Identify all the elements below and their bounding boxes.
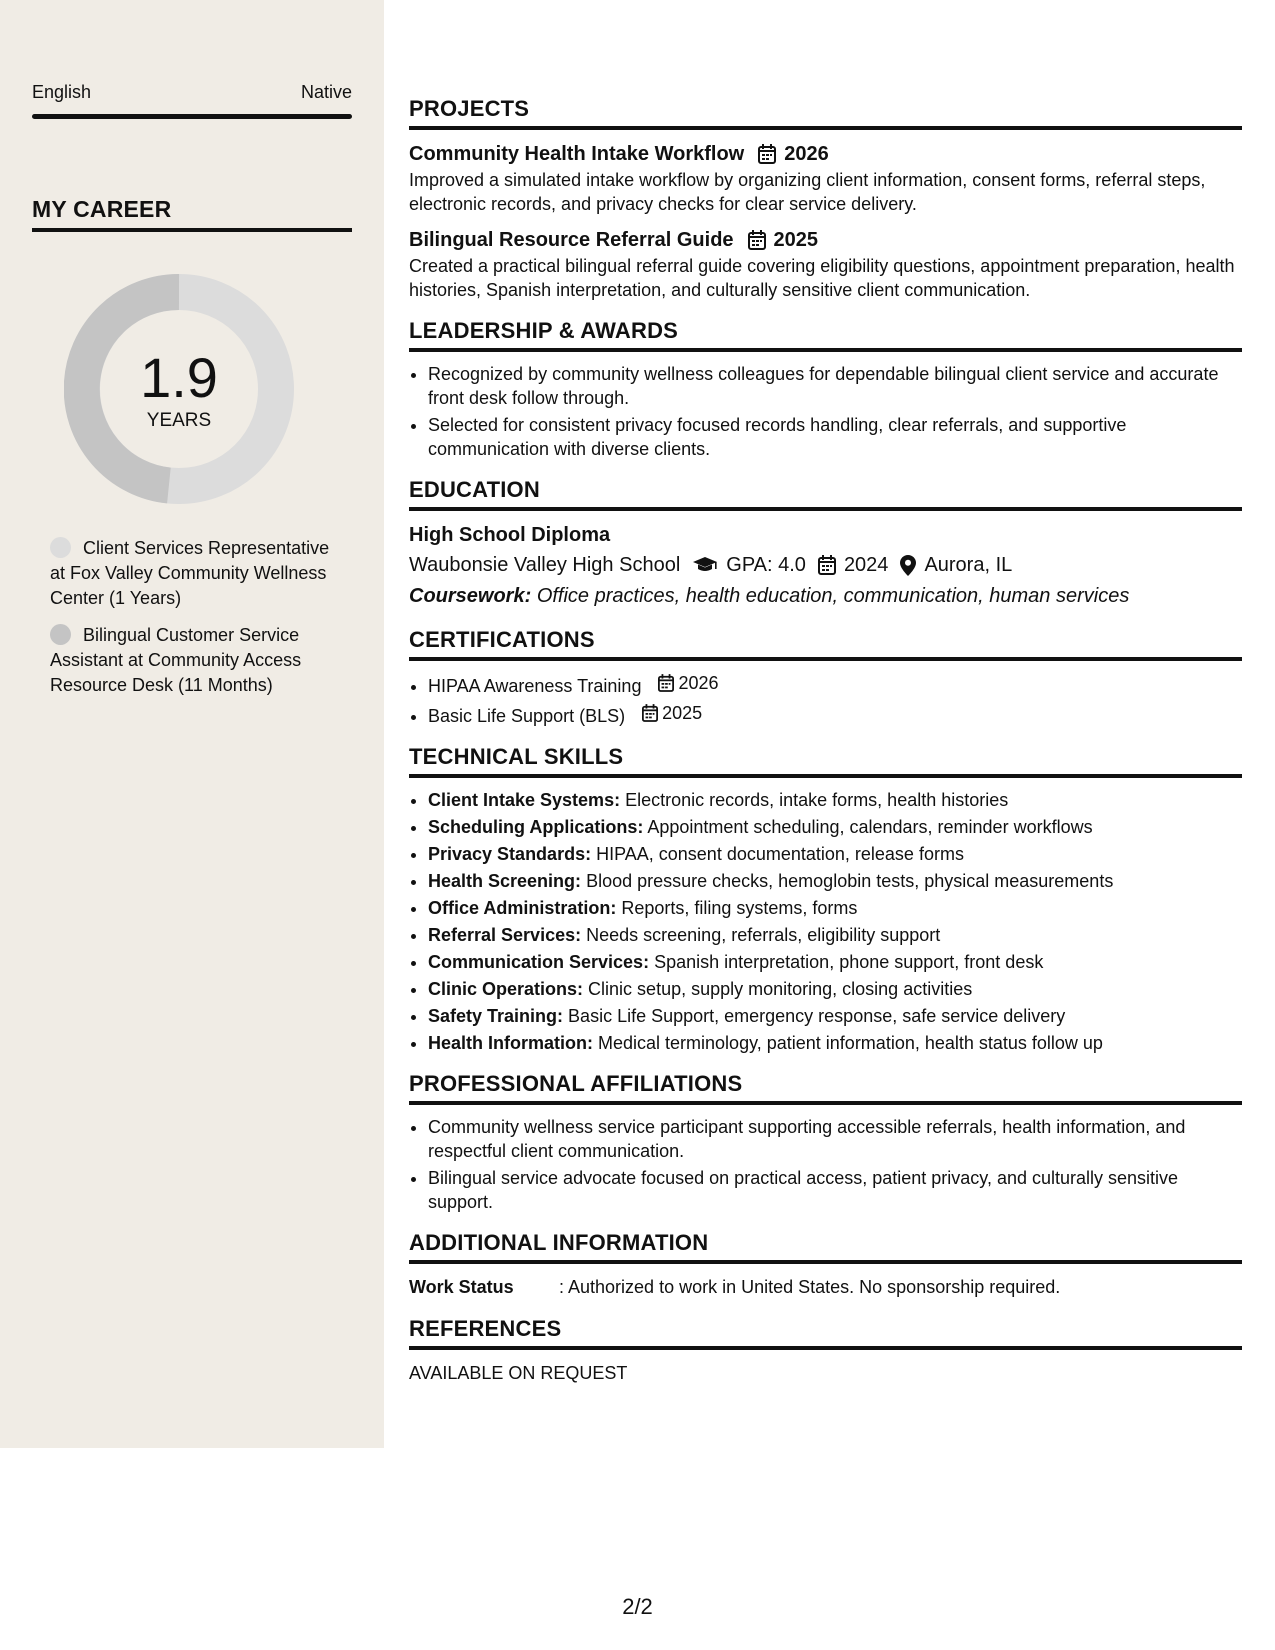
school-location: Aurora, IL	[924, 554, 1013, 576]
coursework-label: Coursework:	[409, 585, 532, 607]
education-details	[409, 549, 1242, 581]
main-content	[409, 94, 1242, 1400]
calendar-icon	[818, 555, 836, 575]
list-item	[428, 671, 1242, 698]
page-number: 2/2	[622, 1594, 653, 1619]
skill-item	[428, 977, 1242, 1001]
skill-value: Reports, filing systems, forms	[621, 898, 858, 918]
certification-year: 2026	[678, 673, 719, 693]
career-item	[50, 536, 340, 611]
affiliations-list	[428, 1115, 1242, 1214]
language-name: English	[32, 82, 92, 102]
education-heading: EDUCATION	[409, 475, 1242, 511]
leadership-heading: LEADERSHIP & AWARDS	[409, 316, 1242, 352]
project-year: 2025	[773, 229, 819, 251]
language-level-bar	[32, 114, 352, 119]
work-status-label: Work Status	[409, 1277, 514, 1297]
skill-label: Client Intake Systems:	[428, 790, 621, 810]
skill-value: Clinic setup, supply monitoring, closing activities	[588, 979, 973, 999]
skill-label: Health Information:	[428, 1033, 593, 1053]
career-item-text: Bilingual Customer Service Assistant at Community Access Resource Desk (11 Months)	[50, 625, 302, 695]
certification-date	[642, 701, 702, 725]
career-item-text: Client Services Representative at Fox Valley Community Wellness Center (1 Years)	[50, 538, 330, 608]
calendar-icon	[642, 704, 658, 722]
career-heading: MY CAREER	[32, 196, 172, 222]
skill-label: Communication Services:	[428, 952, 650, 972]
project-description: Created a practical bilingual referral guide covering eligibility questions, appointment preparation, health histories, Spanish interpretation, and culturally sensitive client communication.	[409, 256, 1235, 300]
skill-item	[428, 815, 1242, 839]
leadership-section	[409, 316, 1242, 461]
degree-title: High School Diploma	[409, 524, 611, 546]
additional-heading: ADDITIONAL INFORMATION	[409, 1228, 1242, 1264]
skill-value: Blood pressure checks, hemoglobin tests, physical measurements	[586, 871, 1114, 891]
list-item: • Selected for consistent privacy focused records handling, clear referrals, and supportive communication with diverse clients.	[428, 413, 1242, 461]
skill-value: HIPAA, consent documentation, release forms	[596, 844, 964, 864]
references-heading: REFERENCES	[409, 1314, 1242, 1350]
sidebar	[0, 0, 384, 1448]
graduation-year: 2024	[843, 554, 889, 576]
certification-name: Basic Life Support (BLS)	[428, 706, 626, 726]
skill-label: Privacy Standards:	[428, 844, 592, 864]
certification-name: HIPAA Awareness Training	[428, 676, 642, 696]
skill-label: Health Screening:	[428, 871, 582, 891]
graduation-cap-icon	[692, 556, 718, 574]
language-row	[32, 82, 352, 103]
skill-value: Electronic records, intake forms, health histories	[625, 790, 1009, 810]
language-level: Native	[300, 82, 352, 102]
list-item: • Bilingual service advocate focused on practical access, patient privacy, and culturally sensitive support.	[428, 1166, 1242, 1214]
project-title: Bilingual Resource Referral Guide	[409, 229, 734, 251]
list-item	[428, 701, 1242, 728]
work-status-row	[409, 1274, 1242, 1300]
skill-item	[428, 842, 1242, 866]
affiliations-section	[409, 1069, 1242, 1214]
skill-value: Medical terminology, patient information, health status follow up	[598, 1033, 1103, 1053]
gpa: GPA: 4.0	[726, 554, 806, 576]
work-status-value: : Authorized to work in United States. No sponsorship required.	[559, 1277, 1061, 1297]
legend-dot	[50, 537, 71, 558]
career-years-unit: YEARS	[146, 410, 212, 431]
certifications-list	[428, 671, 1242, 728]
skill-label: Referral Services:	[428, 925, 582, 945]
projects-section	[409, 94, 1242, 302]
school-name: Waubonsie Valley High School	[409, 554, 681, 576]
certifications-heading: CERTIFICATIONS	[409, 625, 1242, 661]
certification-year: 2025	[662, 703, 703, 723]
affiliations-heading: PROFESSIONAL AFFILIATIONS	[409, 1069, 1242, 1105]
skill-item	[428, 896, 1242, 920]
skill-item	[428, 869, 1242, 893]
skill-value: Needs screening, referrals, eligibility support	[586, 925, 941, 945]
project-title: Community Health Intake Workflow	[409, 143, 745, 165]
references-text: AVAILABLE ON REQUEST	[409, 1363, 628, 1383]
skill-value: Basic Life Support, emergency response, safe service delivery	[568, 1006, 1066, 1026]
skill-label: Safety Training:	[428, 1006, 564, 1026]
career-years-value: 1.9	[140, 346, 218, 409]
additional-section	[409, 1228, 1242, 1300]
skills-heading: TECHNICAL SKILLS	[409, 742, 1242, 778]
career-item	[50, 623, 340, 698]
skill-label: Office Administration:	[428, 898, 617, 918]
skill-item	[428, 950, 1242, 974]
skills-section	[409, 742, 1242, 1055]
coursework-text: Office practices, health education, communication, human services	[536, 585, 1130, 607]
calendar-icon	[748, 230, 766, 250]
career-heading-rule	[32, 228, 352, 232]
leadership-list	[428, 362, 1242, 461]
career-list	[50, 536, 340, 710]
education-section	[409, 475, 1242, 611]
calendar-icon	[758, 144, 776, 164]
skill-item	[428, 1031, 1242, 1055]
project-title-row	[409, 226, 1242, 254]
calendar-icon	[658, 674, 674, 692]
legend-dot	[50, 624, 71, 645]
certification-date	[658, 671, 718, 695]
project-title-row	[409, 140, 1242, 168]
projects-heading: PROJECTS	[409, 94, 1242, 130]
certifications-section	[409, 625, 1242, 728]
skill-value: Spanish interpretation, phone support, front desk	[654, 952, 1044, 972]
map-pin-icon	[900, 555, 916, 576]
project-year: 2026	[784, 143, 829, 165]
list-item: • Recognized by community wellness colleagues for dependable bilingual client service and accurate front desk follow through.	[428, 362, 1242, 410]
project-description: Improved a simulated intake workflow by organizing client information, consent forms, referral steps, electronic records, and privacy checks for clear service delivery.	[409, 170, 1206, 214]
skill-label: Scheduling Applications:	[428, 817, 644, 837]
coursework	[409, 581, 1242, 611]
skills-list	[428, 788, 1242, 1055]
list-item: • Community wellness service participant supporting accessible referrals, health information, and respectful client communication.	[428, 1115, 1242, 1163]
skill-value: Appointment scheduling, calendars, reminder workflows	[647, 817, 1093, 837]
references-section	[409, 1314, 1242, 1386]
skill-label: Clinic Operations:	[428, 979, 584, 999]
skill-item	[428, 1004, 1242, 1028]
skill-item	[428, 788, 1242, 812]
skill-item	[428, 923, 1242, 947]
